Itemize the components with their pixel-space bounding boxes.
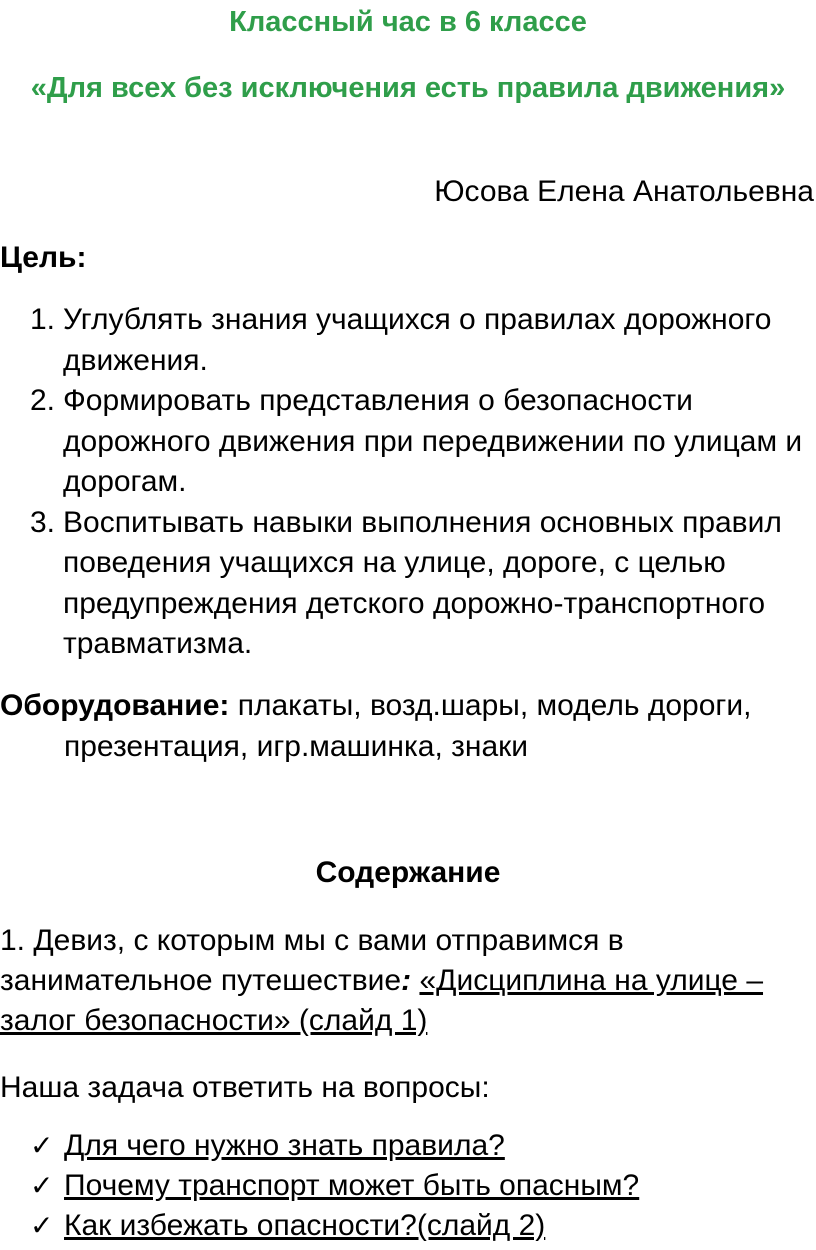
question-text: Для чего нужно знать правила? (64, 1129, 505, 1162)
document-title: Классный час в 6 классе (229, 6, 587, 38)
author-name: Юсова Елена Анатольевна (434, 175, 814, 208)
checkmark-icon: ✓ (30, 1209, 54, 1242)
goal-text: Формировать представления о безопасности дорожного движения при передвижении по улицам и дорогам. (63, 384, 803, 498)
equipment-label: Оборудование: (0, 689, 230, 722)
question-item (30, 1126, 639, 1166)
question-item (30, 1166, 639, 1206)
goal-number: 3. (30, 505, 56, 539)
task-text: Наша задача ответить на вопросы: (0, 1071, 490, 1104)
goal-text: Углублять знания учащихся о правилах дорожного движения. (63, 303, 772, 377)
equipment-paragraph (0, 686, 800, 767)
goals-list (30, 300, 816, 665)
question-text: Почему транспорт может быть опасным? (64, 1169, 640, 1202)
motto-intro: 1. Девиз, с которым мы с вами отправимся в занимательное путешествие (0, 924, 624, 997)
goal-text: Воспитывать навыки выполнения основных правил поведения учащихся на улице, дороге, с целью предупреждения детского дорожно-транспортного травматизма. (63, 505, 782, 660)
motto-quote: «Дисциплина на улице –залог безопасности» (слайд 1) (0, 964, 764, 1037)
document-subtitle: «Для всех без исключения есть правила движения» (30, 72, 786, 104)
equipment-text: плакаты, возд.шары, модель дороги, презентация, игр.машинка, знаки (64, 689, 752, 763)
checkmark-icon: ✓ (30, 1169, 54, 1202)
goal-item (30, 503, 816, 665)
question-item (30, 1206, 639, 1246)
content-heading: Содержание (315, 856, 501, 889)
checkmark-icon: ✓ (30, 1129, 54, 1162)
goal-item (30, 381, 816, 503)
goal-number: 1. (30, 303, 56, 336)
motto-colon: : (401, 964, 412, 997)
motto-paragraph (0, 921, 800, 1041)
goal-number: 2. (30, 384, 56, 417)
goal-label: Цель: (0, 241, 87, 274)
question-text: Как избежать опасности?(слайд 2) (64, 1209, 546, 1242)
questions-list (30, 1126, 639, 1246)
goal-item (30, 300, 816, 381)
